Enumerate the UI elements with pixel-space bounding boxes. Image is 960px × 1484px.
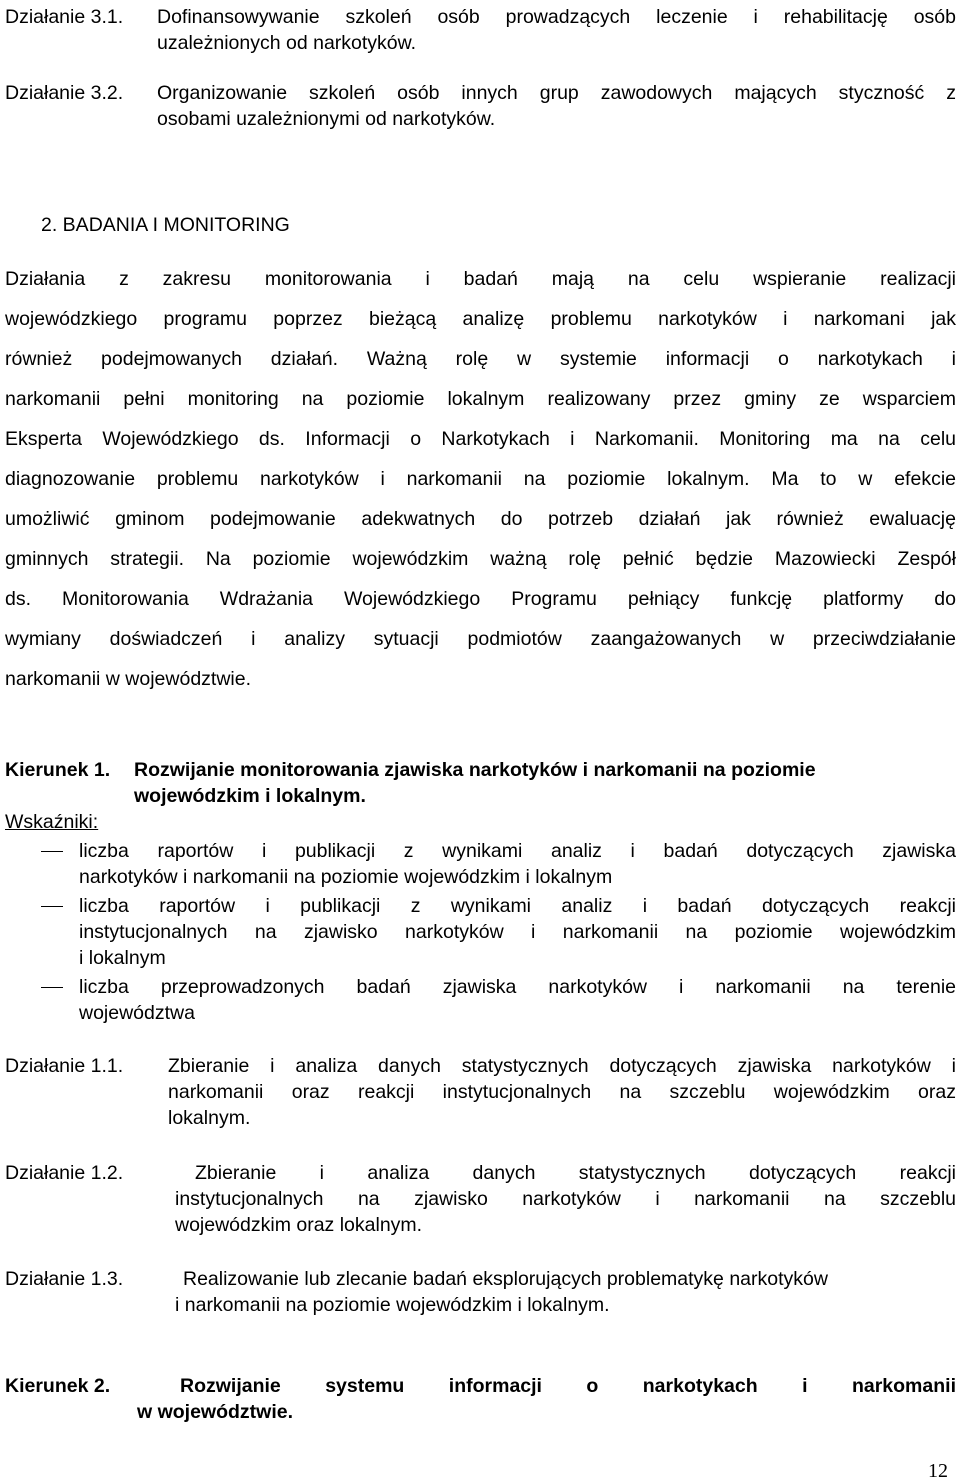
page-number: 12 bbox=[928, 1460, 948, 1482]
kierunek-1-title-line-1: Rozwijanie monitorowania zjawiska narkotyków i narkomanii na poziomie bbox=[134, 759, 816, 781]
section-heading: 2. BADANIA I MONITORING bbox=[41, 214, 290, 236]
paragraph-line: umożliwić gminom podejmowanie adekwatnych do potrzeb działań jak również ewaluację bbox=[5, 508, 956, 530]
kierunek-2-label: Kierunek 2. bbox=[5, 1375, 111, 1397]
action-1-2-label: Działanie 1.2. bbox=[5, 1162, 124, 1184]
section-paragraph bbox=[5, 259, 956, 699]
paragraph-line: narkomanii pełni monitoring na poziomie lokalnym realizowany przez gminy ze wsparciem bbox=[5, 388, 956, 410]
indicator-3-line-1: liczba przeprowadzonych badań zjawiska narkotyków i narkomanii na terenie bbox=[79, 976, 956, 998]
indicator-1-line-1: liczba raportów i publikacji z wynikami analiz i badań dotyczących zjawiska bbox=[79, 840, 956, 862]
action-3-2-text-line-1: Organizowanie szkoleń osób innych grup zawodowych mających styczność z bbox=[157, 82, 956, 104]
paragraph-line: diagnozowanie problemu narkotyków i narkomanii na poziomie lokalnym. Ma to w efekcie bbox=[5, 468, 956, 490]
paragraph-line: również podejmowanych działań. Ważną rolę w systemie informacji o narkotykach i bbox=[5, 348, 956, 370]
indicator-1-line-2: narkotyków i narkomanii na poziomie wojewódzkim i lokalnym bbox=[79, 866, 613, 888]
action-1-3-label: Działanie 1.3. bbox=[5, 1268, 124, 1290]
kierunek-2-title-line-2: w województwie. bbox=[137, 1401, 294, 1423]
action-1-2-line-3: wojewódzkim oraz lokalnym. bbox=[175, 1214, 423, 1236]
indicator-2-line-1: liczba raportów i publikacji z wynikami analiz i badań dotyczących reakcji bbox=[79, 895, 956, 917]
action-3-1-text-line-1: Dofinansowywanie szkoleń osób prowadzących leczenie i rehabilitację osób bbox=[157, 6, 956, 28]
list-dash-icon bbox=[41, 987, 63, 988]
paragraph-line: wojewódzkiego programu poprzez bieżącą analizę problemu narkotyków i narkomani jak bbox=[5, 308, 956, 330]
action-3-1-label: Działanie 3.1. bbox=[5, 6, 124, 28]
kierunek-2-title-line-1: Rozwijanie systemu informacji o narkotykach i narkomanii bbox=[180, 1375, 956, 1397]
action-1-2-line-1: Zbieranie i analiza danych statystycznych dotyczących reakcji bbox=[195, 1162, 956, 1184]
indicator-2-line-3: i lokalnym bbox=[79, 947, 166, 969]
action-1-1-line-1: Zbieranie i analiza danych statystycznych dotyczących zjawiska narkotyków i bbox=[168, 1055, 956, 1077]
indicator-3-line-2: województwa bbox=[79, 1002, 195, 1024]
action-1-3-line-2: i narkomanii na poziomie wojewódzkim i lokalnym. bbox=[175, 1294, 610, 1316]
action-3-2-label: Działanie 3.2. bbox=[5, 82, 124, 104]
action-1-3-line-1: Realizowanie lub zlecanie badań eksplorujących problematykę narkotyków bbox=[183, 1268, 828, 1290]
action-1-1-line-3: lokalnym. bbox=[168, 1107, 251, 1129]
action-1-1-line-2: narkomanii oraz reakcji instytucjonalnych na szczeblu wojewódzkim oraz bbox=[168, 1081, 956, 1103]
paragraph-line: gminnych strategii. Na poziomie wojewódzkim ważną rolę pełnić będzie Mazowiecki Zespół bbox=[5, 548, 956, 570]
list-dash-icon bbox=[41, 906, 63, 907]
action-1-1-label: Działanie 1.1. bbox=[5, 1055, 124, 1077]
action-3-2-text-line-2: osobami uzależnionymi od narkotyków. bbox=[157, 108, 496, 130]
action-3-1-text-line-2: uzależnionych od narkotyków. bbox=[157, 32, 417, 54]
list-dash-icon bbox=[41, 851, 63, 852]
indicators-label: Wskaźniki: bbox=[5, 811, 99, 833]
action-1-2-line-2: instytucjonalnych na zjawisko narkotyków i narkomanii na szczeblu bbox=[175, 1188, 956, 1210]
paragraph-line: wymiany doświadczeń i analizy sytuacji podmiotów zaangażowanych w przeciwdziałanie bbox=[5, 628, 956, 650]
kierunek-1-label: Kierunek 1. bbox=[5, 759, 111, 781]
paragraph-line: narkomanii w województwie. bbox=[5, 668, 252, 690]
paragraph-line: Eksperta Wojewódzkiego ds. Informacji o Narkotykach i Narkomanii. Monitoring ma na celu bbox=[5, 428, 956, 450]
kierunek-1-title-line-2: wojewódzkim i lokalnym. bbox=[134, 785, 366, 807]
paragraph-line: Działania z zakresu monitorowania i badań mają na celu wspieranie realizacji bbox=[5, 268, 956, 290]
paragraph-line: ds. Monitorowania Wdrażania Wojewódzkiego Programu pełniący funkcję platformy do bbox=[5, 588, 956, 610]
indicator-2-line-2: instytucjonalnych na zjawisko narkotyków i narkomanii na poziomie wojewódzkim bbox=[79, 921, 956, 943]
